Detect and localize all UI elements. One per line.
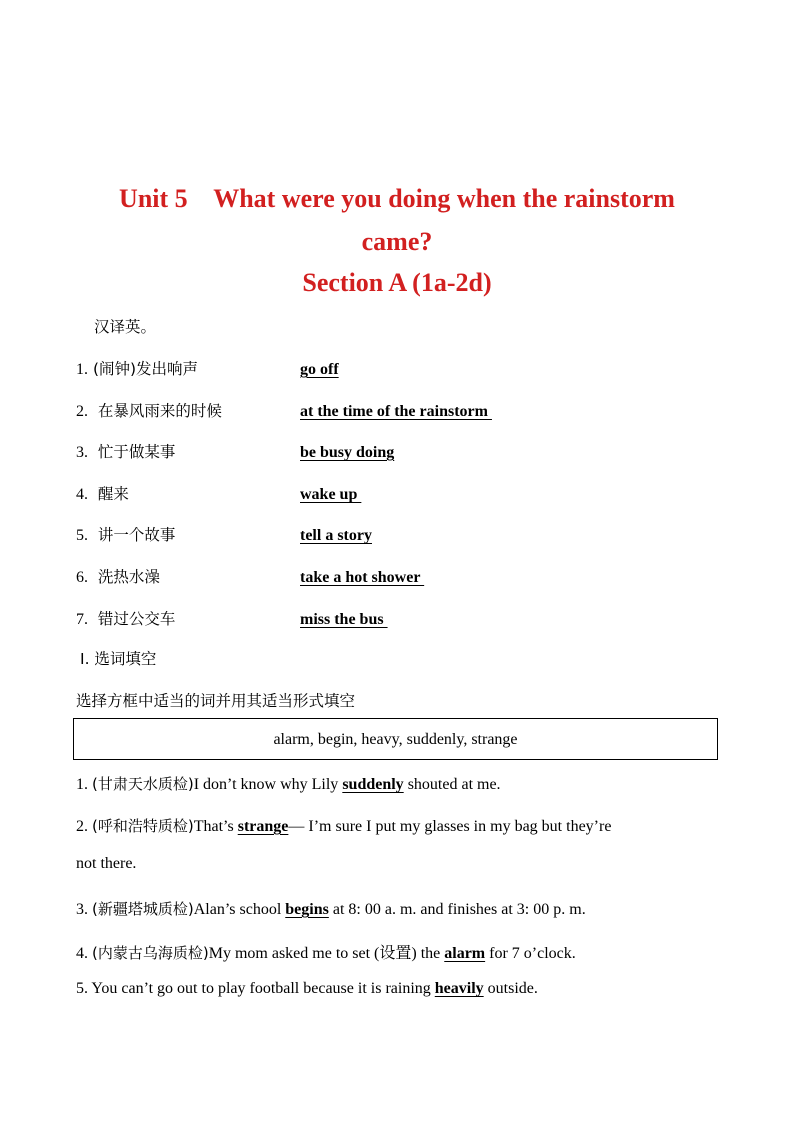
title-line-1: Unit 5 What were you doing when the rainstorm: [119, 184, 675, 213]
question-text: — I’m sure I put my glasses in my bag but they’re: [288, 818, 612, 835]
item-answer: tell a story: [300, 527, 372, 544]
item-number: 5.: [76, 527, 88, 544]
question-source: (内蒙古乌海质检): [92, 944, 209, 962]
question-item: [76, 773, 736, 794]
question-text: You can’t go out to play football because it is raining: [91, 980, 435, 997]
item-number: 3.: [76, 444, 88, 461]
section1-heading: 汉译英。: [94, 318, 157, 336]
item-number: 1.: [76, 361, 88, 378]
question-text: That’s: [193, 818, 238, 835]
question-source: (新疆塔城质检): [92, 900, 194, 918]
item-chinese: 醒来: [97, 485, 129, 503]
question-number: 1.: [76, 776, 88, 793]
question-text: I don’t know why Lily: [193, 776, 343, 793]
title-line-2: came?: [361, 227, 433, 256]
question-number: 4.: [76, 945, 88, 962]
question-text: shouted at me.: [403, 776, 501, 793]
word-box: alarm, begin, heavy, suddenly, strange: [73, 718, 718, 760]
question-answer: suddenly: [342, 776, 404, 793]
section2-heading: Ⅰ. 选词填空: [80, 650, 157, 668]
item-chinese: 在暴风雨来的时候: [97, 402, 222, 420]
item-number: 2.: [76, 403, 88, 420]
item-answer: be busy doing: [300, 444, 395, 461]
section2-instruction: 选择方框中适当的词并用其适当形式填空: [76, 692, 356, 710]
item-chinese: 忙于做某事: [97, 443, 176, 461]
item-answer: wake up: [300, 486, 362, 503]
item-answer: miss the bus: [300, 611, 388, 628]
question-continuation: not there.: [76, 855, 137, 872]
item-answer: at the time of the rainstorm: [300, 403, 492, 420]
question-answer: alarm: [444, 945, 486, 962]
item-answer: take a hot shower: [300, 569, 425, 586]
question-text: outside.: [483, 980, 538, 997]
question-number: 3.: [76, 901, 88, 918]
section-subtitle: Section A (1a-2d): [302, 268, 492, 297]
list-item: [76, 399, 776, 421]
question-item: [76, 980, 736, 998]
question-answer: begins: [285, 901, 329, 918]
list-item: [76, 482, 776, 504]
list-item: [76, 565, 776, 587]
question-number: 2.: [76, 818, 88, 835]
list-item: [76, 357, 776, 379]
question-text: My mom asked me to set (设置) the: [208, 945, 445, 962]
question-text: for 7 o’clock.: [485, 945, 576, 962]
item-chinese: 讲一个故事: [97, 526, 176, 544]
question-answer: strange: [237, 818, 289, 835]
item-answer: go off: [300, 361, 339, 378]
list-item: [76, 440, 776, 462]
list-item: [76, 607, 776, 629]
question-number: 5.: [76, 980, 88, 997]
question-source: (呼和浩特质检): [92, 817, 194, 835]
item-chinese: 洗热水澡: [97, 568, 160, 586]
question-text: at 8: 00 a. m. and finishes at 3: 00 p. m.: [328, 901, 586, 918]
question-item: [76, 815, 736, 836]
question-item: [76, 940, 736, 963]
question-item: [76, 898, 736, 919]
item-number: 7.: [76, 611, 88, 628]
item-number: 4.: [76, 486, 88, 503]
item-chinese: 错过公交车: [97, 610, 176, 628]
question-source: (甘肃天水质检): [92, 775, 194, 793]
item-number: 6.: [76, 569, 88, 586]
question-answer: heavily: [434, 980, 484, 997]
question-text: Alan’s school: [193, 901, 286, 918]
list-item: [76, 523, 776, 545]
item-chinese: (闹钟)发出响声: [92, 360, 199, 378]
